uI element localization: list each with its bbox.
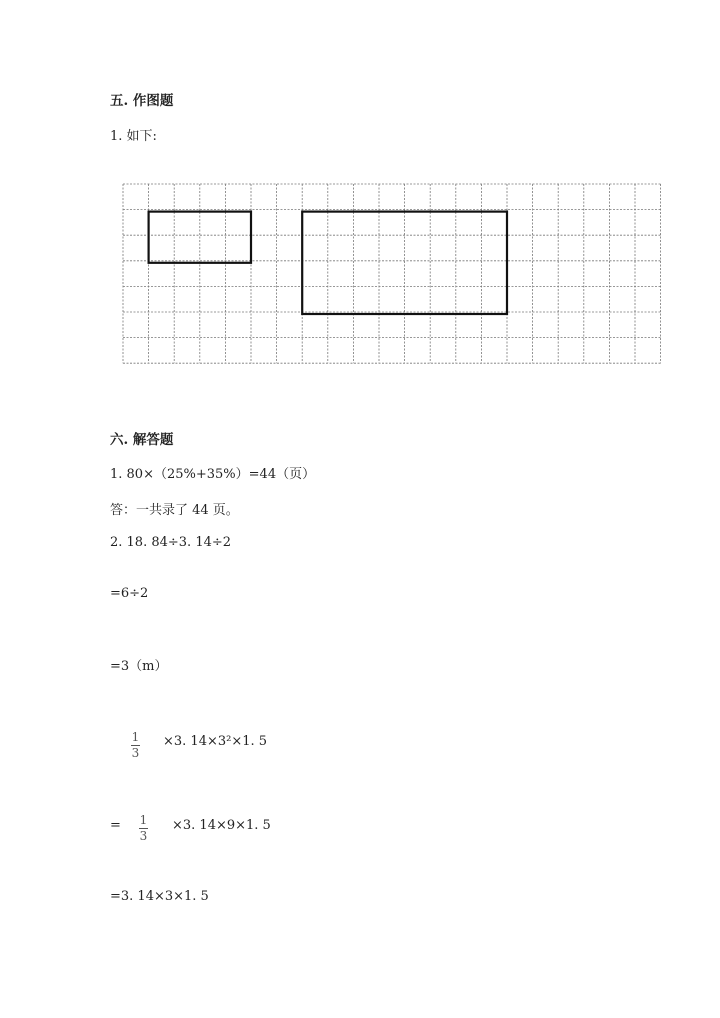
fraction-denominator: 3 bbox=[131, 746, 140, 760]
fraction-one-third-2 bbox=[139, 814, 148, 843]
q2-step-1: =6÷2 bbox=[110, 586, 149, 601]
section-5-title: 五. 作图题 bbox=[110, 93, 174, 109]
drawing-grid bbox=[121, 182, 663, 365]
question-1-label: 1. 如下: bbox=[110, 129, 157, 144]
q1-answer: 答：一共录了 44 页。 bbox=[110, 503, 239, 518]
section-6-title: 六. 解答题 bbox=[110, 432, 174, 448]
volume-step-1: ×3. 14×3²×1. 5 bbox=[163, 734, 268, 749]
volume-step-2-equals: = bbox=[110, 818, 121, 833]
q2-step-2: =3（m） bbox=[110, 659, 168, 674]
fraction-numerator: 1 bbox=[139, 813, 148, 827]
fraction-numerator: 1 bbox=[131, 730, 140, 744]
volume-step-3: =3. 14×3×1. 5 bbox=[110, 889, 209, 904]
q1-calculation: 1. 80×（25%+35%）=44（页） bbox=[110, 467, 316, 482]
q2-calculation: 2. 18. 84÷3. 14÷2 bbox=[110, 535, 232, 550]
volume-step-2: ×3. 14×9×1. 5 bbox=[172, 818, 271, 833]
fraction-one-third bbox=[131, 731, 140, 760]
fraction-denominator: 3 bbox=[139, 829, 148, 843]
